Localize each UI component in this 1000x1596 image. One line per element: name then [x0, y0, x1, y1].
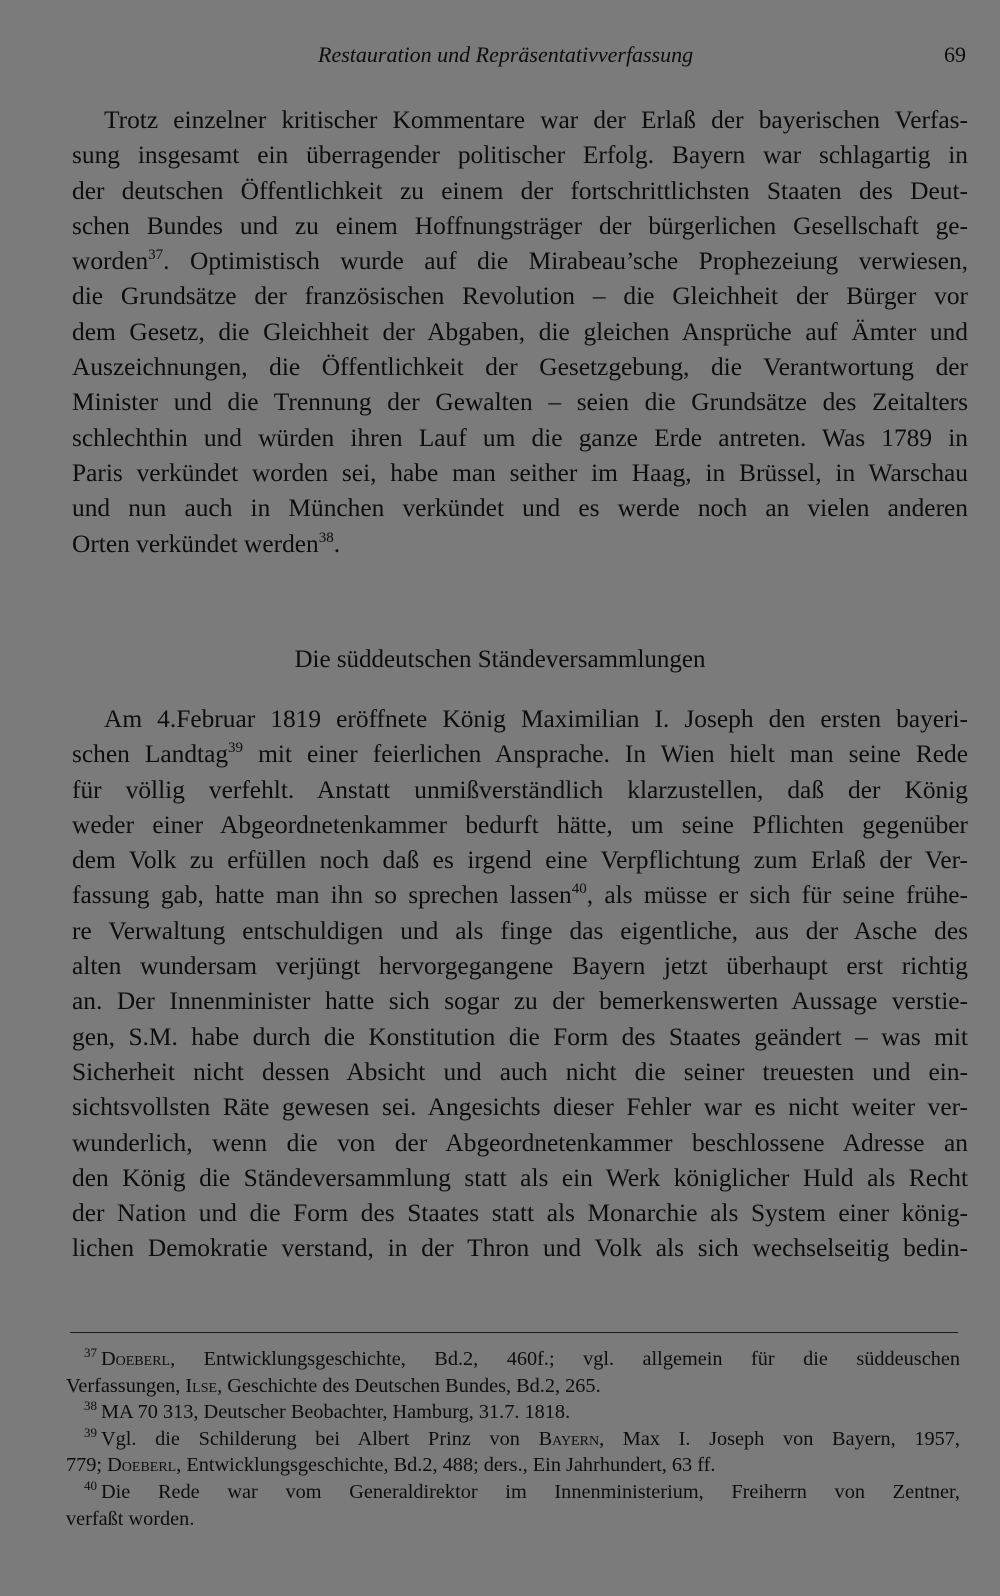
text-line [72, 244, 968, 279]
footnote-ref-37[interactable]: 37 [148, 247, 164, 264]
text-line: schen Bundes und zu einem Hoffnungsträger der bürgerlichen Gesellschaft ge- [72, 211, 968, 240]
footnote-text: 779; [66, 1454, 108, 1477]
text-line: gen, S.M. habe durch die Konstitution die Form des Staates geändert – was mit [72, 1022, 968, 1051]
footnote-39 [66, 1426, 960, 1453]
text-line: sung insgesamt ein überragender politischer Erfolg. Bayern war schlagartig in [72, 141, 968, 170]
footnote-37 [66, 1346, 960, 1373]
text-line: für völlig verfehlt. Anstatt unmißverständlich klarzustellen, daß der König [72, 775, 968, 804]
text-line: den König die Ständeversammlung statt als ein Werk königlicher Huld als Recht [72, 1163, 968, 1192]
footnote-40-continued: verfaßt worden. [66, 1507, 195, 1530]
text-line: schlechthin und würden ihren Lauf um die ganze Erde antreten. Was 1789 in [72, 423, 968, 452]
footnote-ref-39[interactable]: 39 [228, 740, 244, 757]
text-fragment: mit einer feierlichen Ansprache. In Wien hielt man seine Rede [243, 740, 968, 769]
footnote-text: , Max I. Joseph von Bayern, 1957, [599, 1427, 960, 1450]
text-line: der Nation und die Form des Staates statt als Monarchie als System einer könig- [72, 1199, 968, 1228]
text-line: dem Gesetz, die Gleichheit der Abgaben, die gleichen Ansprüche auf Ämter und [72, 317, 968, 346]
paragraph-2 [72, 702, 968, 1267]
footnote-number: 37 [84, 1345, 97, 1360]
footnote-text: Die Rede war vom Generaldirektor im Innenministerium, Freiherrn von Zentner, [101, 1480, 960, 1503]
text-line [72, 878, 968, 913]
text-fragment: schen Landtag [72, 740, 229, 769]
running-title: Restauration und Repräsentativverfassung [318, 42, 694, 67]
text-line: lichen Demokratie verstand, in der Thron und Volk als sich wechselseitig bedin- [72, 1234, 968, 1263]
footnote-text: , Entwicklungsgeschichte, Bd.2, 460f.; vgl. allgemein für die süddeuschen [170, 1348, 960, 1370]
text-line: Sicherheit nicht dessen Absicht und auch nicht die seiner treuesten und ein- [72, 1057, 968, 1086]
text-line: Am 4.Februar 1819 eröffnete König Maximilian I. Joseph den ersten bayeri- [104, 705, 968, 733]
text-line: Minister und die Trennung der Gewalten – seien die Grundsätze des Zeitalters [72, 388, 968, 417]
footnote-text: MA 70 313, Deutscher Beobachter, Hamburg, 31.7. 1818. [101, 1401, 571, 1424]
author-name: Doeberl [107, 1454, 177, 1477]
footnote-39-continued [66, 1452, 960, 1479]
footnote-40 [66, 1479, 960, 1506]
text-line: wunderlich, wenn die von der Abgeordnetenkammer beschlossene Adresse an [72, 1128, 968, 1157]
text-line: Trotz einzelner kritischer Kommentare war der Erlaß der bayerischen Verfas- [104, 106, 968, 134]
paragraph-1 [72, 103, 968, 562]
text-line: und nun auch in München verkündet und es werde noch an vielen anderen [72, 494, 968, 523]
text-line: Paris verkündet worden sei, habe man seither im Haag, in Brüssel, in Warschau [72, 458, 968, 487]
footnote-text: , Entwicklungsgeschichte, Bd.2, 488; ders., Ein Jahrhundert, 63 ff. [176, 1454, 716, 1477]
footnote-divider [70, 1332, 958, 1333]
text-fragment: fassung gab, hatte man ihn so sprechen lassen [72, 881, 572, 910]
footnote-37-continued [66, 1373, 960, 1400]
text-line [72, 737, 968, 772]
text-fragment: . Optimistisch wurde auf die Mirabeau’sche Prophezeiung verwiesen, [163, 247, 968, 276]
text-fragment: Orten verkündet werden [72, 529, 319, 558]
text-fragment: worden [72, 247, 149, 276]
footnotes [66, 1346, 960, 1532]
section-heading: Die süddeutschen Ständeversammlungen [294, 646, 706, 673]
page-number: 69 [944, 42, 966, 67]
footnote-text: Verfassungen, [66, 1374, 186, 1397]
author-name: Ilse [185, 1374, 218, 1397]
text-line: sichtsvollsten Räte gewesen sei. Angesichts dieser Fehler war es nicht weiter ver- [72, 1093, 968, 1122]
text-line: Auszeichnungen, die Öffentlichkeit der Gesetzgebung, die Verantwortung der [72, 353, 968, 382]
footnote-text: , Geschichte des Deutschen Bundes, Bd.2, 265. [217, 1374, 601, 1397]
footnote-38 [66, 1399, 960, 1426]
footnote-ref-38[interactable]: 38 [318, 529, 334, 546]
text-line: dem Volk zu erfüllen noch daß es irgend eine Verpflichtung zum Erlaß der Ver- [72, 846, 968, 875]
text-fragment: . [333, 529, 341, 558]
text-line: der deutschen Öffentlichkeit zu einem der fortschrittlichsten Staaten des Deut- [72, 176, 968, 205]
running-header [0, 42, 1000, 78]
text-line: die Grundsätze der französischen Revolution – die Gleichheit der Bürger vor [72, 282, 968, 311]
author-name: Doeberl [101, 1348, 171, 1370]
text-line: re Verwaltung entschuldigen und als finge das eigentliche, aus der Asche des [72, 916, 968, 945]
author-name: Bayern [538, 1427, 600, 1450]
text-line [72, 527, 968, 562]
footnote-number: 40 [84, 1477, 97, 1493]
text-line: alten wundersam verjüngt hervorgegangene Bayern jetzt überhaupt erst richtig [72, 952, 968, 981]
footnote-ref-40[interactable]: 40 [571, 881, 587, 898]
text-line: weder einer Abgeordnetenkammer bedurft hätte, um seine Pflichten gegenüber [72, 810, 968, 839]
text-line: an. Der Innenminister hatte sich sogar zu der bemerkenswerten Aussage verstie- [72, 987, 968, 1016]
text-fragment: , als müsse er sich für seine frühe- [586, 881, 968, 910]
footnote-number: 39 [84, 1424, 97, 1440]
footnote-number: 38 [84, 1398, 97, 1414]
footnote-text: Vgl. die Schilderung bei Albert Prinz von [101, 1427, 539, 1450]
